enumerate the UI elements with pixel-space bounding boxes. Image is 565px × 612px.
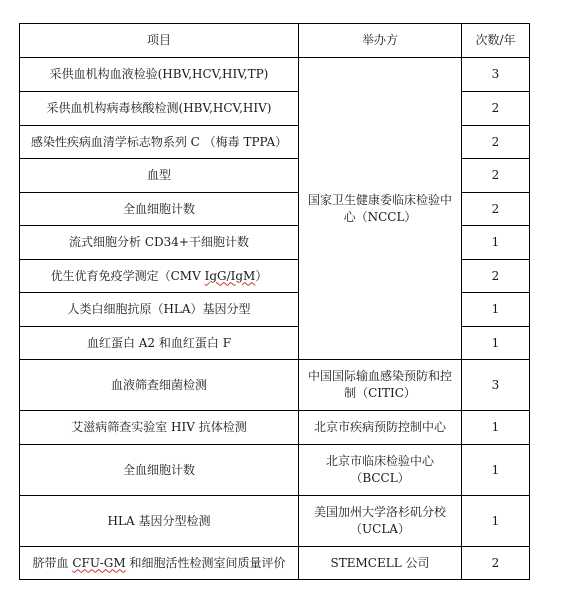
organizer-cell-merged: 国家卫生健康委临床检验中心（NCCL） [299,58,462,360]
item-text: 优生优育免疫学测定（CMV [50,268,205,283]
organizer-cell: 北京市临床检验中心（BCCL） [299,445,462,496]
spellcheck-flagged-text: IgG/IgM [204,268,256,283]
item-text: 和细胞活性检测室间质量评价 [125,555,286,570]
frequency-cell: 1 [462,445,530,496]
header-item: 项目 [20,24,299,58]
item-cell: 采供血机构血液检验(HBV,HCV,HIV,TP) [20,58,299,92]
item-cell: 感染性疾病血清学标志物系列 C （梅毒 TPPA） [20,126,299,159]
organizer-cell: 中国国际输血感染预防和控制（CITIC） [299,360,462,411]
item-cell: 人类白细胞抗原（HLA）基因分型 [20,293,299,327]
item-cell [20,260,299,293]
table-row [20,496,530,547]
item-text: 脐带血 [32,555,73,570]
frequency-cell: 1 [462,293,530,327]
item-cell: 全血细胞计数 [20,193,299,226]
frequency-cell: 2 [462,193,530,226]
table-row [20,360,530,411]
table-row [20,411,530,445]
item-cell: 采供血机构病毒核酸检测(HBV,HCV,HIV) [20,92,299,126]
item-cell: 全血细胞计数 [20,445,299,496]
item-cell: 血红蛋白 A2 和血红蛋白 F [20,327,299,360]
item-cell: 流式细胞分析 CD34+干细胞计数 [20,226,299,260]
frequency-cell: 2 [462,92,530,126]
frequency-cell: 2 [462,547,530,580]
item-cell: HLA 基因分型检测 [20,496,299,547]
item-cell: 血液筛查细菌检测 [20,360,299,411]
organizer-cell: 北京市疾病预防控制中心 [299,411,462,445]
organizer-cell: 美国加州大学洛杉矶分校（UCLA） [299,496,462,547]
table-row [20,547,530,580]
header-organizer: 举办方 [299,24,462,58]
frequency-cell: 2 [462,159,530,193]
table-row [20,445,530,496]
frequency-cell: 1 [462,226,530,260]
item-cell: 艾滋病筛查实验室 HIV 抗体检测 [20,411,299,445]
external-quality-assessment-table [19,23,530,580]
frequency-cell: 2 [462,260,530,293]
frequency-cell: 1 [462,327,530,360]
frequency-cell: 2 [462,126,530,159]
frequency-cell: 1 [462,411,530,445]
table-header-row [20,24,530,58]
item-text: ） [255,268,268,283]
item-cell [20,547,299,580]
header-frequency: 次数/年 [462,24,530,58]
item-cell: 血型 [20,159,299,193]
spellcheck-flagged-text: CFU-GM [72,555,126,570]
table-row [20,58,530,92]
frequency-cell: 3 [462,360,530,411]
organizer-cell: STEMCELL 公司 [299,547,462,580]
frequency-cell: 1 [462,496,530,547]
frequency-cell: 3 [462,58,530,92]
